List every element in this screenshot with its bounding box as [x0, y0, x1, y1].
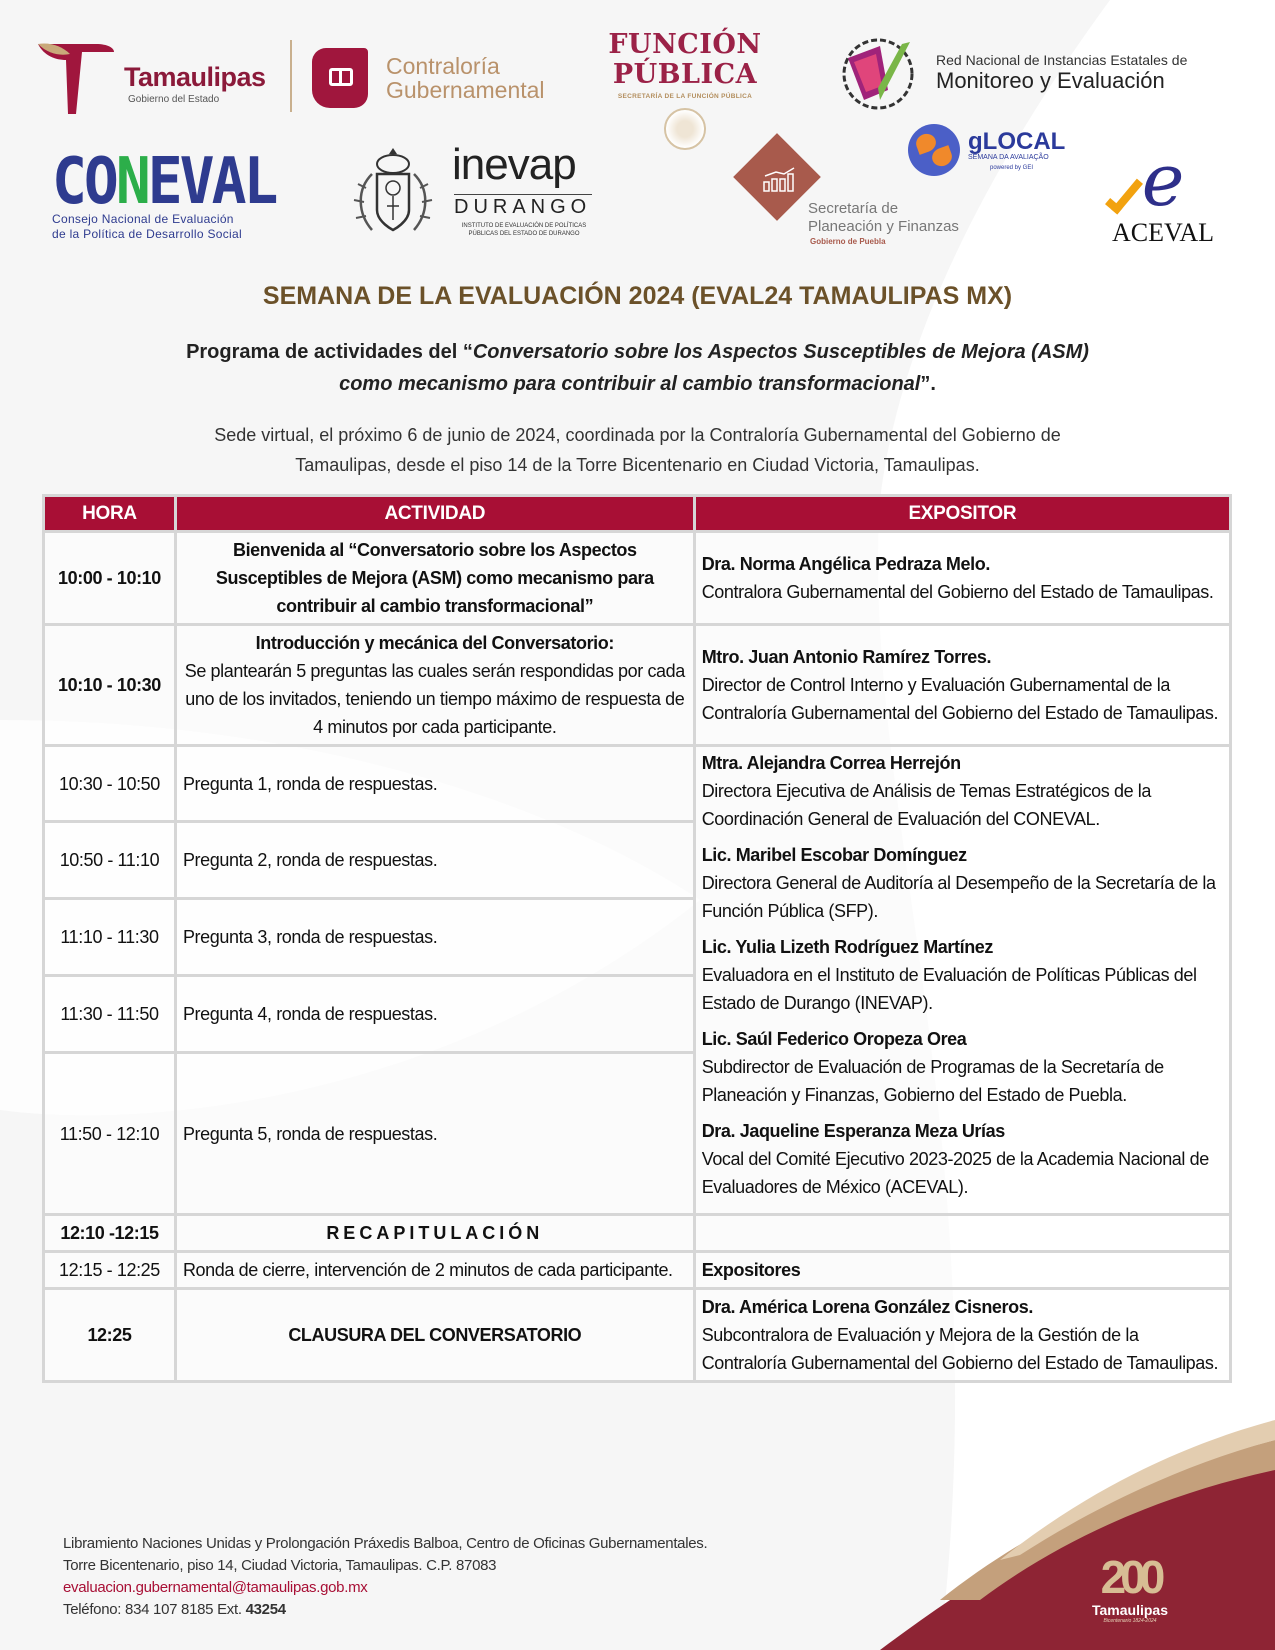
- coneval-wordmark: CONEVAL: [52, 143, 276, 219]
- table-row: [44, 1215, 1231, 1252]
- bicentenario-logo: [1082, 1551, 1178, 1624]
- cell-hora: 11:10 - 11:30: [44, 899, 176, 976]
- inevap-city: DURANGO: [454, 196, 592, 218]
- cell-actividad: Pregunta 4, ronda de respuestas.: [175, 976, 694, 1053]
- cell-hora: 11:50 - 12:10: [44, 1053, 176, 1215]
- bicentenario-wordmark: Tamaulipas: [1092, 1602, 1168, 1618]
- red-nacional-logo: [840, 36, 1220, 112]
- panelist: [702, 1117, 1223, 1201]
- footer-contact: [63, 1533, 707, 1621]
- tamaulipas-logo: [36, 40, 276, 114]
- header-actividad: ACTIVIDAD: [175, 496, 694, 532]
- panelist-role: Directora Ejecutiva de Análisis de Temas Estratégicos de la Coordinación General de Evaluación del CONEVAL.: [701, 781, 1152, 829]
- program-subtitle: Programa de actividades del “Conversatorio sobre los Aspectos Susceptibles de Mejora (ASM) como mecanismo para contribuir al cambio transformacional”.: [186, 341, 1089, 395]
- durango-crest-icon: [350, 144, 436, 236]
- expositor-name: Dra. Norma Angélica Pedraza Melo.: [701, 554, 990, 574]
- red-nacional-line2: Monitoreo y Evaluación: [936, 68, 1165, 93]
- panelist-name: Lic. Yulia Lizeth Rodríguez Martínez: [701, 937, 994, 957]
- footer-address-line2: Torre Bicentenario, piso 14, Ciudad Victoria, Tamaulipas. C.P. 87083: [63, 1557, 497, 1574]
- cell-actividad: Pregunta 3, ronda de respuestas.: [175, 899, 694, 976]
- cell-hora: 11:30 - 11:50: [44, 976, 176, 1053]
- cell-expositor: [694, 532, 1230, 625]
- cell-hora: 10:00 - 10:10: [44, 532, 176, 625]
- glocal-butterfly-icon: [908, 124, 960, 176]
- cell-actividad: Pregunta 1, ronda de respuestas.: [175, 746, 694, 822]
- logo-divider: [290, 40, 292, 112]
- cell-expositor: [694, 625, 1230, 746]
- cell-expositor: Expositores: [694, 1252, 1230, 1289]
- expositor-name: Mtro. Juan Antonio Ramírez Torres.: [701, 647, 992, 667]
- tamaulipas-t-icon: [36, 40, 116, 114]
- cell-hora: 10:50 - 11:10: [44, 822, 176, 899]
- panelist-role: Directora General de Auditoría al Desempeño de la Secretaría de la Función Pública (SFP).: [701, 873, 1216, 921]
- panelist-role: Vocal del Comité Ejecutivo 2023-2025 de la Academia Nacional de Evaluadores de México (ACEVAL).: [701, 1149, 1209, 1197]
- glocal-logo: [908, 124, 1098, 180]
- cell-actividad: RECAPITULACIÓN: [175, 1215, 694, 1252]
- panelist: [702, 933, 1223, 1017]
- panelist-name: Mtra. Alejandra Correa Herrejón: [701, 753, 961, 773]
- inevap-logo: [350, 140, 590, 240]
- footer-phone: Teléfono: 834 107 8185 Ext. 43254: [63, 1601, 286, 1618]
- table-row: [44, 746, 1231, 822]
- aceval-wordmark: ACEVAL: [1111, 218, 1215, 247]
- cell-hora: 12:10 -12:15: [44, 1215, 176, 1252]
- planeacion-line2: Planeación y Finanzas: [808, 218, 959, 235]
- inevap-rule: [454, 194, 592, 195]
- footer-email-link[interactable]: evaluacion.gubernamental@tamaulipas.gob.mx: [63, 1579, 368, 1596]
- page-title: SEMANA DE LA EVALUACIÓN 2024 (EVAL24 TAMAULIPAS MX): [262, 282, 1013, 310]
- funcion-publica-line1: FUNCIÓN: [608, 29, 762, 60]
- panelist: [702, 749, 1223, 833]
- contraloria-line1: Contraloría: [386, 53, 500, 79]
- funcion-publica-logo: [590, 30, 780, 160]
- cell-actividad: Pregunta 2, ronda de respuestas.: [175, 822, 694, 899]
- table-row: [44, 532, 1231, 625]
- table-header-row: [44, 496, 1231, 532]
- red-nacional-line1: Red Nacional de Instancias Estatales de: [936, 52, 1188, 68]
- table-row: [44, 1289, 1231, 1382]
- national-seal-icon: [664, 108, 706, 150]
- cell-expositor: [694, 1215, 1230, 1252]
- cell-actividad: Bienvenida al “Conversatorio sobre los Aspectos Susceptibles de Mejora (ASM) como mecanismo para contribuir al cambio transformacional”: [175, 532, 694, 625]
- inevap-wordmark: inevap: [452, 140, 576, 189]
- cell-panel-expositores: [694, 746, 1230, 1215]
- expositor-name: Dra. América Lorena González Cisneros.: [701, 1297, 1033, 1317]
- panelist-role: Evaluadora en el Instituto de Evaluación de Políticas Públicas del Estado de Durango (INEVAP).: [701, 965, 1197, 1013]
- glocal-wordmark: gLOCAL: [968, 128, 1066, 155]
- cell-hora: 10:10 - 10:30: [44, 625, 176, 746]
- cell-hora: 10:30 - 10:50: [44, 746, 176, 822]
- expositor-role: Director de Control Interno y Evaluación Gubernamental de la Contraloría Gubernamental del Gobierno del Estado de Tamaulipas.: [701, 675, 1219, 723]
- expositor-role: Contralora Gubernamental del Gobierno del Estado de Tamaulipas.: [701, 582, 1214, 602]
- panelist: [702, 841, 1223, 925]
- table-row: [44, 1252, 1231, 1289]
- tamaulipas-subtitle: Gobierno del Estado: [128, 94, 220, 105]
- cell-actividad: [175, 625, 694, 746]
- table-row: [44, 625, 1231, 746]
- tamaulipas-wordmark: Tamaulipas: [124, 62, 266, 92]
- panelist-name: Lic. Maribel Escobar Domínguez: [701, 845, 967, 865]
- bar-chart-icon: [762, 166, 798, 192]
- actividad-description: Se plantearán 5 preguntas las cuales serán respondidas por cada uno de los invitados, teniendo un tiempo máximo de respuesta de 4 minutos por cada participante.: [184, 661, 685, 737]
- glocal-powered: powered by GEI: [990, 165, 1034, 171]
- header-hora: HORA: [44, 496, 176, 532]
- glocal-subtitle: SEMANA DA AVALIAÇÃO: [968, 154, 1049, 161]
- bicentenario-subtitle: Bicentenario 1824-2024: [1103, 1618, 1157, 1624]
- panelist-name: Dra. Jaqueline Esperanza Meza Urías: [701, 1121, 1005, 1141]
- checkmark-icon: [1105, 174, 1143, 215]
- venue-description: Sede virtual, el próximo 6 de junio de 2024, coordinada por la Contraloría Gubernamental del Gobierno de Tamaulipas, desde el piso 14 de la Torre Bicentenario en Ciudad Victoria, Tamaulipas.: [214, 425, 1061, 475]
- aceval-e-icon: e: [1098, 140, 1228, 220]
- planeacion-subtitle: Gobierno de Puebla: [810, 237, 886, 246]
- aceval-logo: [1098, 140, 1228, 250]
- book-icon: [312, 48, 368, 108]
- red-nacional-check-icon: [840, 36, 916, 112]
- coneval-sub2: de la Política de Desarrollo Social: [52, 227, 242, 241]
- cell-actividad: Pregunta 5, ronda de respuestas.: [175, 1053, 694, 1215]
- planeacion-line1: Secretaría de: [808, 200, 899, 217]
- funcion-publica-line2: PÚBLICA: [612, 59, 758, 90]
- cell-expositor: [694, 1289, 1230, 1382]
- footer-address-line1: Libramiento Naciones Unidas y Prolongación Práxedis Balboa, Centro de Oficinas Gubernamentales.: [63, 1535, 708, 1552]
- contraloria-line2: Gubernamental: [386, 77, 545, 103]
- inevap-sub1: INSTITUTO DE EVALUACIÓN DE POLÍTICAS: [461, 223, 587, 229]
- bicentenario-number: 200: [1100, 1551, 1160, 1603]
- cell-hora: 12:15 - 12:25: [44, 1252, 176, 1289]
- contraloria-logo: [312, 48, 572, 108]
- funcion-publica-subtitle: SECRETARÍA DE LA FUNCIÓN PÚBLICA: [617, 93, 753, 100]
- inevap-sub2: PÚBLICAS DEL ESTADO DE DURANGO: [468, 231, 580, 237]
- actividad-title: Introducción y mecánica del Conversatorio:: [255, 633, 614, 653]
- coneval-logo: [52, 143, 292, 243]
- expositor-role: Subcontralora de Evaluación y Mejora de la Gestión de la Contraloría Gubernamental del Gobierno del Estado de Tamaulipas.: [701, 1325, 1219, 1373]
- panelist-role: Subdirector de Evaluación de Programas de la Secretaría de Planeación y Finanzas, Gobierno del Estado de Puebla.: [701, 1057, 1164, 1105]
- cell-actividad: Ronda de cierre, intervención de 2 minutos de cada participante.: [175, 1252, 694, 1289]
- coneval-sub1: Consejo Nacional de Evaluación: [52, 212, 234, 226]
- panelist: [702, 1025, 1223, 1109]
- cell-hora: 12:25: [44, 1289, 176, 1382]
- header-expositor: EXPOSITOR: [694, 496, 1230, 532]
- panelist-name: Lic. Saúl Federico Oropeza Orea: [701, 1029, 967, 1049]
- schedule-table: [42, 494, 1232, 1383]
- cell-actividad: CLAUSURA DEL CONVERSATORIO: [175, 1289, 694, 1382]
